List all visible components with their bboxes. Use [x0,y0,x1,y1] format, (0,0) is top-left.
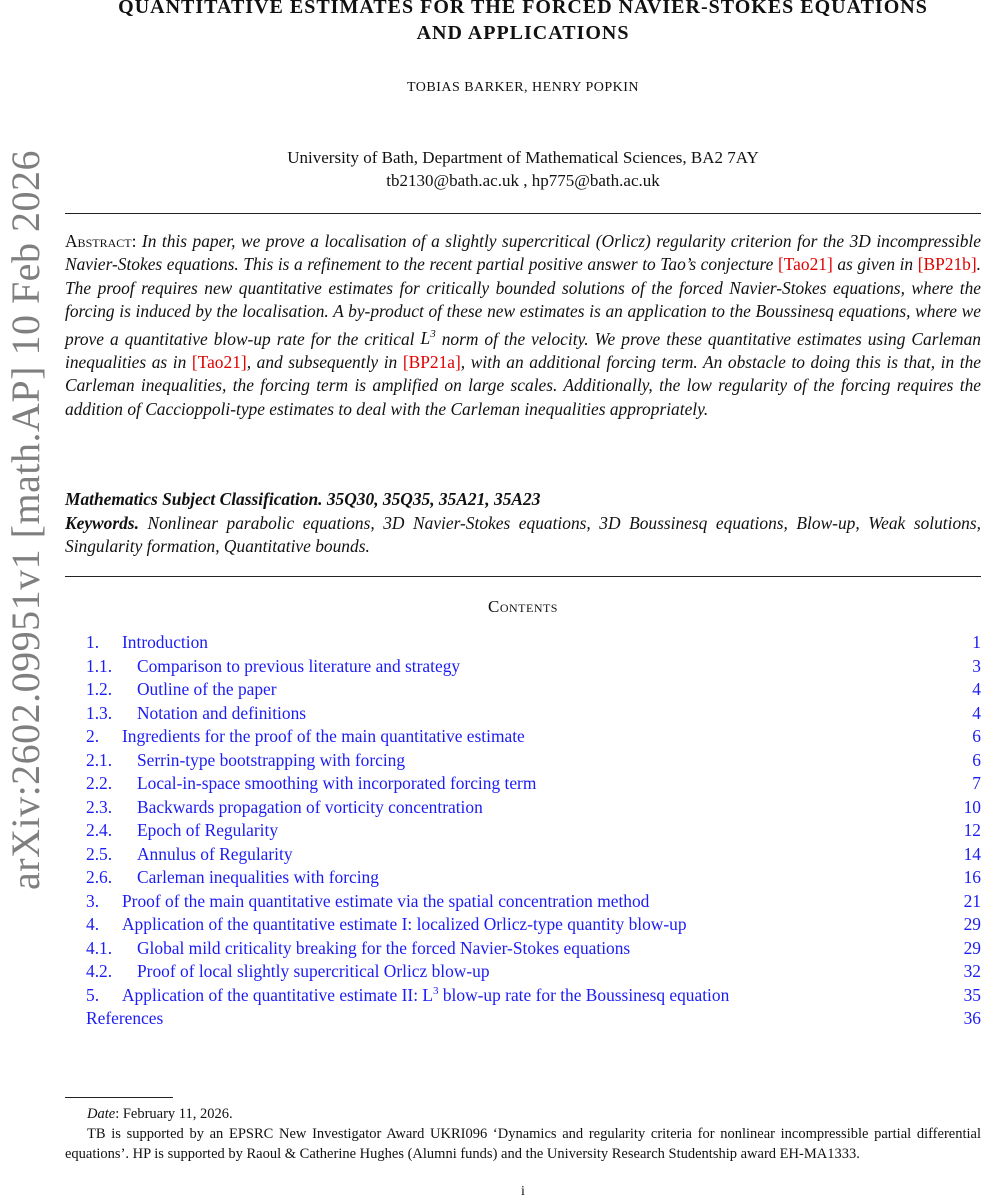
toc-number: 2. [86,726,100,746]
emails: tb2130@bath.ac.uk , hp775@bath.ac.uk [386,171,660,190]
toc-number: 2.4. [86,820,113,840]
abstract-text [65,231,981,419]
top-rule [65,213,981,214]
math-symbol: L [422,984,434,1005]
toc-number: 3. [86,890,100,911]
footnote [65,1104,981,1164]
toc-title[interactable]: Ingredients for the proof of the main quantitative estimate [122,726,525,746]
toc-title[interactable]: References [86,1008,164,1028]
toc-entry[interactable] [86,703,981,727]
title-line-1: QUANTITATIVE ESTIMATES FOR THE FORCED NAVIER-STOKES EQUATIONS [118,0,928,18]
toc-number: 1.3. [86,702,113,723]
authors: TOBIAS BARKER, HENRY POPKIN [406,80,640,95]
toc-page[interactable]: 6 [972,726,981,746]
toc-entry[interactable] [86,820,981,844]
toc-title[interactable]: Serrin-type bootstrapping with forcing [137,749,406,770]
toc-page[interactable]: 10 [963,796,981,817]
toc-page[interactable]: 29 [963,937,981,958]
footnote-rule [65,1097,173,1098]
toc-title[interactable]: Notation and definitions [137,702,307,723]
toc-title[interactable] [122,985,729,1006]
toc-page[interactable]: 35 [963,984,981,1005]
math-L3 [421,328,436,348]
toc-title[interactable]: Backwards propagation of vorticity concentration [137,796,483,817]
toc-title-part: blow-up rate for the Boussinesq equation [438,984,730,1005]
toc-page[interactable]: 14 [963,843,981,864]
toc-page[interactable]: 4 [972,702,981,723]
toc-entry[interactable] [86,773,981,797]
abstract-part: as given in [832,254,918,275]
toc-page[interactable]: 21 [963,890,981,911]
keywords-text: Nonlinear parabolic equations, 3D Navier-Stokes equations, 3D Boussinesq equations, Blow-up, Weak solutions, Singularity formation, Quantitative bounds. [65,513,981,557]
toc-entry[interactable] [86,867,981,891]
toc-entry[interactable] [86,914,981,938]
toc-entry[interactable] [86,797,981,821]
date-value: : February 11, 2026. [115,1106,233,1122]
toc-entry[interactable] [86,844,981,868]
toc-title[interactable]: Local-in-space smoothing with incorporated forcing term [137,773,537,793]
toc-title[interactable]: Global mild criticality breaking for the forced Navier-Stokes equations [137,937,631,958]
toc-page[interactable]: 3 [972,655,981,676]
citation-link[interactable]: [BP21b] [917,254,977,275]
toc-entry[interactable] [86,985,981,1009]
arxiv-stamp: arXiv:2602.09951v1 [math.AP] 10 Feb 2026 [3,150,48,890]
date-label: Date [87,1106,116,1122]
citation-link[interactable]: [BP21a] [402,351,461,372]
msc-line [65,488,981,511]
toc-number: 4. [86,914,100,934]
toc-page[interactable]: 6 [972,749,981,770]
msc-codes: 35Q30, 35Q35, 35A21, 35A23 [326,489,541,509]
toc-page[interactable]: 29 [963,914,981,934]
footnote-date [65,1104,981,1124]
abstract-part: norm of the velocity. We prove these quantitative estimates using Carleman inequalities as in [65,328,981,372]
toc-title[interactable]: Application of the quantitative estimate I: localized Orlicz-type quantity blow-up [122,914,687,934]
toc-number: 1.1. [86,655,113,676]
msc-label: Mathematics Subject Classification. [65,489,323,509]
toc-entry[interactable] [86,938,981,962]
toc-title[interactable]: Epoch of Regularity [137,820,279,840]
toc-entry[interactable] [86,891,981,915]
toc-entry[interactable] [86,726,981,750]
toc-title[interactable]: Carleman inequalities with forcing [137,867,379,887]
affiliation: University of Bath, Department of Mathematical Sciences, BA2 7AY [287,148,759,167]
contents-heading: Contents [487,597,558,616]
abstract-part: . The proof requires new quantitative estimates for critically bounded solutions of the forced Navier-Stokes equations, where the forcing is induced by the localisation. A by-product of these new estimates is an application to the Boussinesq equations, where we prove a quantitative blow-up rate for the critical [65,254,981,349]
contents-rule [65,576,981,577]
abstract-part: , and subsequently in [246,351,403,372]
abstract-label: Abstract: [65,231,137,251]
toc-number: 1.2. [86,679,113,699]
toc-page[interactable]: 12 [963,820,981,840]
math-exponent: 3 [430,328,436,341]
affiliation-block [65,146,981,192]
toc-page[interactable]: 16 [963,867,981,887]
toc-page[interactable]: 36 [963,1008,981,1028]
toc-number: 2.5. [86,843,113,864]
citation-link[interactable]: [Tao21] [191,351,247,372]
abstract-part: In this paper, we prove a localisation of a slightly supercritical (Orlicz) regularity criterion for the 3D incompressible Navier-Stokes equations. This is a refinement to the recent partial positive answer to Tao’s conjecture [65,231,981,275]
page-number: i [521,1184,525,1199]
toc-entry[interactable] [86,1008,981,1032]
keywords [65,512,981,559]
toc-number: 2.3. [86,796,113,817]
toc-title[interactable]: Annulus of Regularity [137,843,293,864]
toc-title[interactable]: Comparison to previous literature and strategy [137,655,461,676]
toc-page[interactable]: 7 [972,773,981,793]
toc-number: 4.2. [86,961,113,981]
toc-number: 1. [86,632,100,652]
toc-entry[interactable] [86,679,981,703]
toc-number: 5. [86,984,100,1005]
toc-page[interactable]: 32 [963,961,981,981]
toc-title[interactable]: Proof of local slightly supercritical Orlicz blow-up [137,961,490,981]
keywords-label: Keywords. [65,513,139,533]
toc-title-part: Application of the quantitative estimate II: [122,984,423,1005]
toc-page[interactable]: 4 [972,679,981,699]
toc-entry[interactable] [86,961,981,985]
footnote-support: TB is supported by an EPSRC New Investigator Award UKRI096 ‘Dynamics and regularity criteria for nonlinear incompressible partial differential equations’. HP is supported by Raoul & Catherine Hughes (Alumni funds) and the University Research Studentship award EH-MA1333. [65,1126,981,1162]
abstract-part: , with an additional forcing term. An obstacle to doing this is that, in the Carleman inequalities, the forcing term is amplified on large scales. Additionally, the low regularity of the forcing requires the addition of Caccioppoli-type estimates to deal with the Carleman inequalities appropriately. [65,351,981,419]
toc-entry[interactable] [86,632,981,656]
toc-number: 2.6. [86,867,113,887]
toc-number: 2.2. [86,773,113,793]
toc-title[interactable]: Proof of the main quantitative estimate via the spatial concentration method [122,890,650,911]
paper-title [65,0,981,46]
toc-number: 4.1. [86,937,113,958]
toc-page[interactable]: 1 [972,632,981,652]
math-symbol: L [420,328,431,349]
toc-number: 2.1. [86,749,113,770]
title-line-2: AND APPLICATIONS [416,22,630,44]
toc-entry[interactable] [86,656,981,680]
table-of-contents [86,632,981,1032]
math-exponent: 3 [433,984,439,997]
toc-title[interactable]: Introduction [122,632,208,652]
toc-title[interactable]: Outline of the paper [137,679,277,699]
toc-entry[interactable] [86,750,981,774]
citation-link[interactable]: [Tao21] [777,254,833,275]
abstract [65,230,981,421]
